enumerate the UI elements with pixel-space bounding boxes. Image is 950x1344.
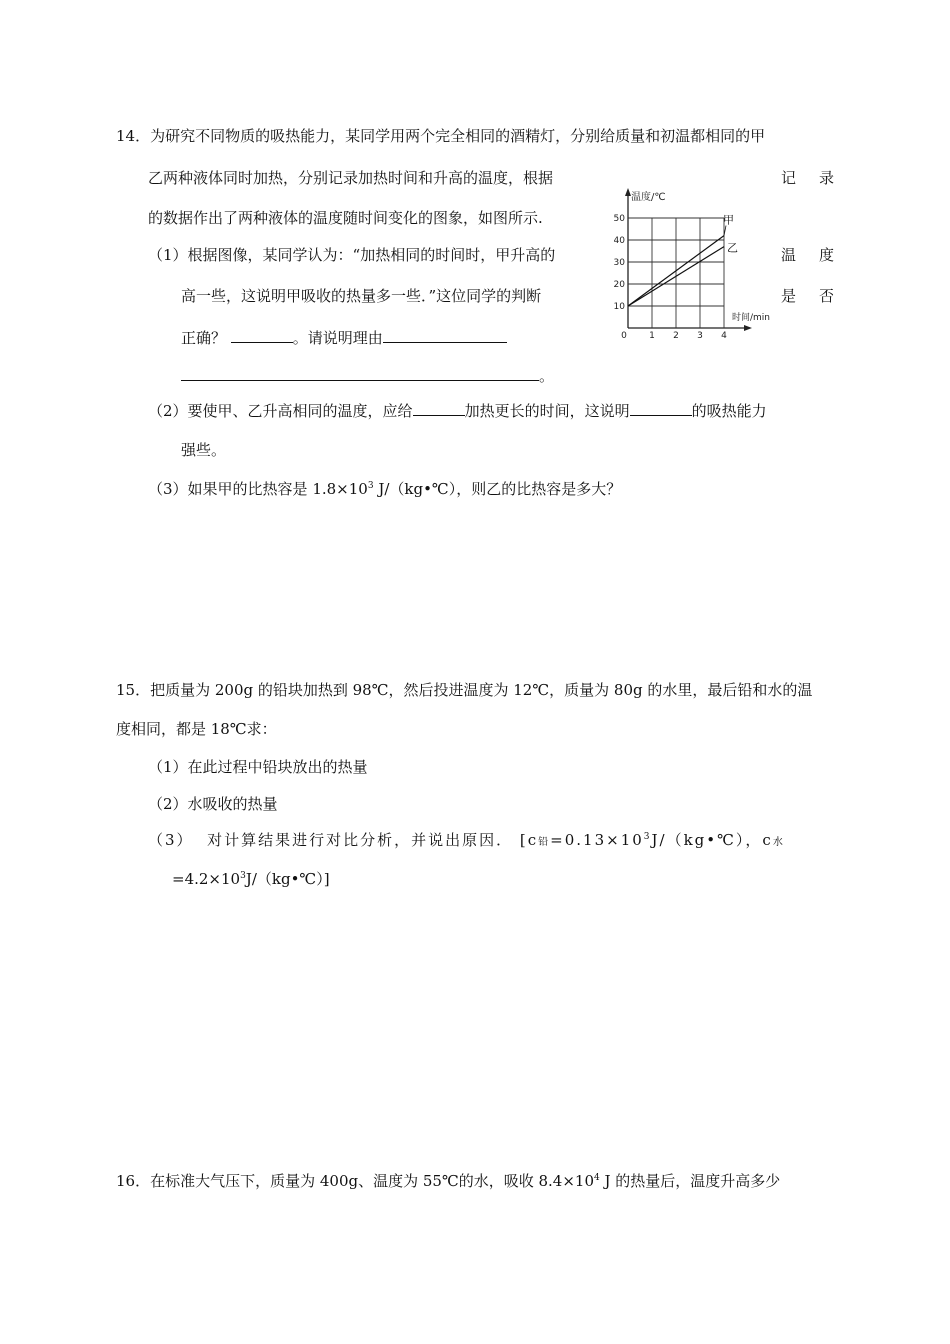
q15-p3-sub-water: 水 (772, 837, 785, 848)
answer-blank-reason-cont[interactable] (181, 365, 539, 381)
answer-blank-reason[interactable] (383, 327, 507, 343)
q15-p1: （1）在此过程中铅块放出的热量 (148, 758, 368, 776)
series-label-2: 乙 (727, 241, 738, 255)
q14-stem-line1: 为研究不同物质的吸热能力，某同学用两个完全相同的酒精灯，分别给质量和初温都相同的甲 (150, 127, 766, 145)
q14-p2-label: （2） (148, 402, 188, 420)
x-axis-arrow (744, 325, 752, 331)
q15-p3-unit2: J/（kg•℃）] (245, 870, 330, 888)
answer-blank-stronger[interactable] (630, 400, 692, 416)
q14-p1-text1: 根据图像，某同学认为：“加热相同的时间时，甲升高的 (187, 246, 556, 264)
q14-p1-correct-text: 正确？ (181, 329, 227, 347)
q15-number: 15． (116, 681, 151, 699)
series-label-1: 甲 (723, 213, 734, 227)
y-tick-label: 40 (614, 236, 625, 246)
q16-text-b: J 的热量后，温度升高多少 (599, 1172, 781, 1190)
q14-line1 (116, 125, 765, 147)
q15-p3-line1 (148, 829, 785, 854)
q16-text-a: 在标准大气压下，质量为 400g、温度为 55℃的水，吸收 8.4×10 (150, 1172, 595, 1190)
q14-p1-label: （1） (148, 246, 188, 264)
q14-p1-right2-a: 是 (780, 287, 796, 305)
q14-p2-text-c: 的吸热能力 (691, 402, 767, 420)
q14-p1-right1-a: 温 (780, 246, 796, 264)
q14-number: 14． (116, 127, 151, 145)
q15-p2: （2）水吸收的热量 (148, 795, 278, 813)
q14-p2-line1 (148, 400, 767, 422)
q14-p1-reason-text: 。请说明理由 (292, 329, 383, 347)
q16-exponent: 4 (594, 1173, 600, 1183)
q14-line2-right-b: 录 (818, 169, 834, 187)
q14-p1-line1 (148, 244, 555, 266)
q15-p3-c1: [c (519, 831, 539, 849)
answer-blank-liquid[interactable] (413, 400, 465, 416)
q15-p3-text: 对计算结果进行对比分析，并说出原因． (207, 831, 514, 849)
y-tick-label: 30 (614, 258, 625, 268)
answer-blank-correct[interactable] (231, 327, 293, 343)
y-tick-label: 20 (614, 280, 625, 290)
q14-p3-exponent: 3 (367, 481, 374, 491)
q16-number: 16． (116, 1172, 151, 1190)
q14-p1-right1-b: 度 (818, 246, 834, 264)
q14-p1-line4 (181, 365, 554, 387)
q14-p2-line2: 强些。 (181, 441, 227, 459)
q14-p3 (148, 478, 621, 500)
q14-p1-right2-b: 否 (818, 287, 834, 305)
q15-p3-sub-lead: 铅 (538, 837, 551, 848)
x-axis-label: 时间/min (732, 313, 771, 323)
q15-p3-exp2: 3 (240, 871, 246, 881)
x-tick-label: 3 (697, 331, 703, 341)
q15-stem-line1: 把质量为 200g 的铅块加热到 98℃，然后投进温度为 12℃，质量为 80g 的水里，最后铅和水的温 (150, 681, 813, 699)
y-tick-label: 10 (614, 302, 625, 312)
q15-line2: 度相同，都是 18℃求： (116, 720, 277, 738)
q14-line2: 乙两种液体同时加热，分别记录加热时间和升高的温度，根据 (148, 169, 554, 187)
q14-p1-end: 。 (539, 367, 555, 385)
y-axis-label: 温度/℃ (631, 192, 666, 203)
x-tick-label: 0 (621, 331, 627, 341)
temperature-time-chart (614, 186, 780, 346)
q14-p1-line3 (181, 327, 507, 349)
q16-line1 (116, 1170, 780, 1192)
q14-p3-text-b: J/（kg•℃），则乙的比热容是多大？ (373, 480, 622, 498)
q15-p3-unit1: J/（kg•℃），c (651, 831, 773, 849)
q15-p3-v2: =4.2×10 (172, 870, 241, 888)
q15-p3-exp1: 3 (643, 832, 652, 842)
y-tick-label: 50 (614, 214, 625, 224)
q15-p3-label: （3） (148, 831, 194, 849)
q14-p2-text-b: 加热更长的时间，这说明 (464, 402, 630, 420)
q14-line3: 的数据作出了两种液体的温度随时间变化的图象，如图所示. (148, 209, 543, 227)
q14-p1-line2: 高一些，这说明甲吸收的热量多一些．”这位同学的判断 (181, 287, 542, 305)
x-tick-label: 2 (673, 331, 679, 341)
x-tick-label: 1 (649, 331, 655, 341)
q15-p3-line2 (172, 868, 330, 890)
x-tick-label: 4 (721, 331, 727, 341)
q15-line1 (116, 679, 812, 701)
q14-p3-text-a: 如果甲的比热容是 1.8×10 (187, 480, 368, 498)
q14-p2-text-a: 要使甲、乙升高相同的温度，应给 (187, 402, 413, 420)
q14-p3-label: （3） (148, 480, 188, 498)
q14-line2-right-a: 记 (780, 169, 796, 187)
q15-p3-v1: =0.13×10 (550, 831, 644, 849)
